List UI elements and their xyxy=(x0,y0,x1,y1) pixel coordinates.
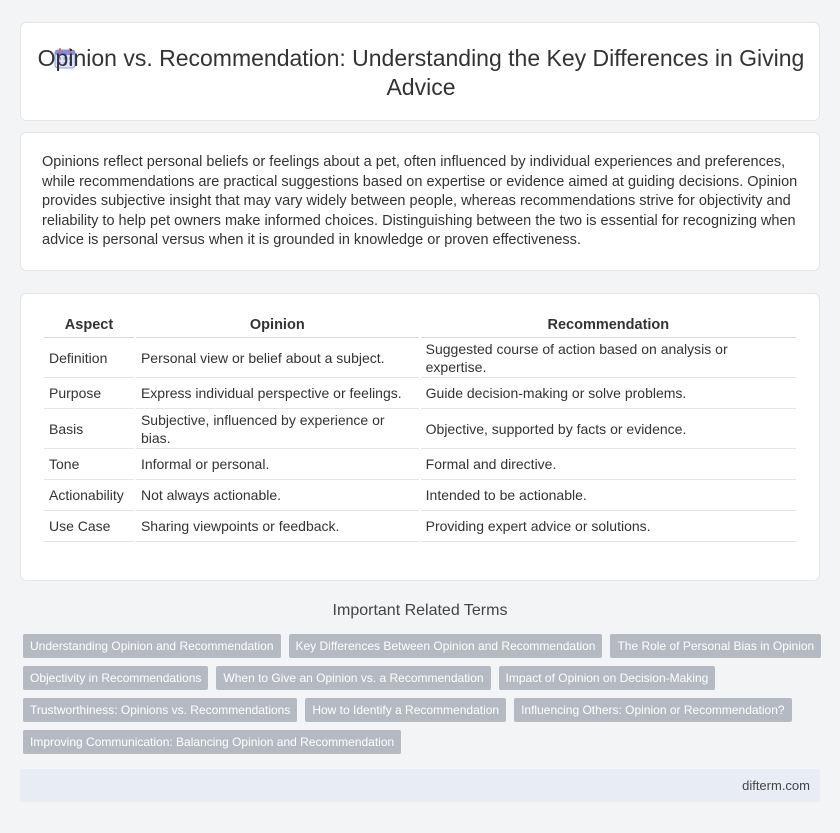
header-card xyxy=(20,22,820,121)
table-cell: Providing expert advice or solutions. xyxy=(421,511,796,542)
related-term-tag[interactable]: Influencing Others: Opinion or Recommendation? xyxy=(514,698,791,722)
table-header-aspect: Aspect xyxy=(44,312,134,338)
related-term-tag[interactable]: The Role of Personal Bias in Opinion xyxy=(610,634,821,658)
footer-site-link[interactable]: difterm.com xyxy=(742,778,810,793)
table-cell: Guide decision-making or solve problems. xyxy=(421,378,796,409)
comparison-table-card xyxy=(20,293,820,581)
table-row xyxy=(44,480,796,511)
table-row xyxy=(44,511,796,542)
related-term-tag[interactable]: Improving Communication: Balancing Opinion and Recommendation xyxy=(23,730,401,754)
table-cell: Personal view or belief about a subject. xyxy=(136,338,419,378)
table-cell: Definition xyxy=(44,338,134,378)
table-row xyxy=(44,409,796,449)
table-cell: Actionability xyxy=(44,480,134,511)
table-cell: Formal and directive. xyxy=(421,449,796,480)
table-cell: Suggested course of action based on analysis or expertise. xyxy=(421,338,796,378)
table-cell: Intended to be actionable. xyxy=(421,480,796,511)
related-term-tag[interactable]: Impact of Opinion on Decision-Making xyxy=(499,666,716,690)
table-row xyxy=(44,338,796,378)
table-header-recommendation: Recommendation xyxy=(421,312,796,338)
page-title: Opinion vs. Recommendation: Understanding the Key Differences in Giving Advice xyxy=(37,45,805,100)
table-row xyxy=(44,449,796,480)
comparison-table xyxy=(42,312,798,542)
related-terms-title: Important Related Terms xyxy=(332,602,508,619)
table-cell: Objective, supported by facts or evidence. xyxy=(421,409,796,449)
table-cell: Not always actionable. xyxy=(136,480,419,511)
related-term-tag[interactable]: Understanding Opinion and Recommendation xyxy=(23,634,281,658)
footer xyxy=(20,769,820,802)
table-header-opinion: Opinion xyxy=(136,312,419,338)
related-terms-tags xyxy=(23,634,823,762)
related-term-tag[interactable]: How to Identify a Recommendation xyxy=(305,698,506,722)
table-cell: Express individual perspective or feelings. xyxy=(136,378,419,409)
table-cell: Tone xyxy=(44,449,134,480)
table-cell: Sharing viewpoints or feedback. xyxy=(136,511,419,542)
table-cell: Informal or personal. xyxy=(136,449,419,480)
table-cell: Use Case xyxy=(44,511,134,542)
related-term-tag[interactable]: When to Give an Opinion vs. a Recommendation xyxy=(216,666,490,690)
table-cell: Purpose xyxy=(44,378,134,409)
table-row xyxy=(44,378,796,409)
intro-card xyxy=(20,132,820,271)
intro-paragraph: Opinions reflect personal beliefs or feelings about a pet, often influenced by individual experiences and preferences, while recommendations are practical suggestions based on expertise or evidence aimed at guiding decisions. Opinion provides subjective insight that may vary widely between people, whereas recommendations strive for objectivity and reliability to help pet owners make informed choices. Distinguishing between the two is essential for recognizing when advice is personal versus when it is grounded in knowledge or proven effectiveness. xyxy=(42,154,798,248)
table-cell: Basis xyxy=(44,409,134,449)
table-cell: Subjective, influenced by experience or bias. xyxy=(136,409,419,449)
related-term-tag[interactable]: Key Differences Between Opinion and Recommendation xyxy=(289,634,603,658)
related-term-tag[interactable]: Trustworthiness: Opinions vs. Recommendations xyxy=(23,698,297,722)
related-term-tag[interactable]: Objectivity in Recommendations xyxy=(23,666,208,690)
